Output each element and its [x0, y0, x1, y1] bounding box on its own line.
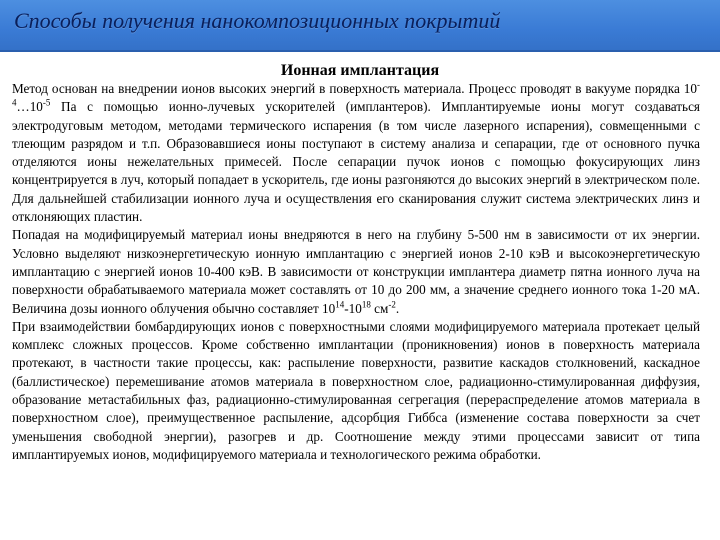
p2-text-d: .	[395, 300, 400, 316]
p2-sup-1: 14	[335, 299, 345, 310]
p2-sup-2: 18	[361, 299, 371, 310]
section-heading: Ионная имплантация	[280, 62, 440, 79]
p1-sup-2: -5	[42, 97, 51, 108]
p1-sup-1: -4	[12, 79, 700, 108]
p2-text-c: см	[370, 300, 389, 316]
p1-text-a: Метод основан на внедрении ионов высоких энергий в поверхность материала. Процесс проводят в вакууме порядка 10	[12, 81, 697, 96]
slide-title: Способы получения нанокомпозиционных покрытий	[14, 8, 501, 33]
p2-text-a: Попадая на модифицируемый материал ионы внедряются в него на глубину 5-500 нм в зависимости от их энергии. Условно выделяют низкоэнергетическую ионную имплантацию с энергией ионов 2-10 кэВ и высокоэнергетическую имплантацию с энергией ионов 10-400 кэВ. В зависимости от конструкции имплантера диаметр пятна ионного луча на поверхности обрабатываемого материала может составлять от 10 до 200 мм, а значение среднего ионного тока 1-20 мА. Величина дозы ионного облучения обычно составляет 10	[12, 227, 700, 316]
paragraph-3: При взаимодействии бомбардирующих ионов с поверхностными слоями модифицируемого материала протекает целый комплекс сложных процессов. Кроме собственно имплантации (проникновения) ионов в поверхность материала протекают, в частности такие процессы, как: распыление поверхности, развитие каскадов столкновений, каскадное (баллистическое) перемешивание атомов материала в поверхностном слое, радиационно-стимулированная диффузия, образование метастабильных фаз, радиационно-стимулированная сегрегация (перераспределение атомов материала в поверхностном слое), преимущественное распыление, адсорбция Гиббса (изменение состава поверхности за счет уменьшения свободной энергии), разогрев и др. Соотношение между этими процессами зависит от типа имплантируемых ионов, модифицируемого материала и технологического режима обработки.	[12, 318, 700, 462]
body-text	[12, 80, 700, 464]
p2-sup-3: -2	[388, 299, 396, 310]
title-bar	[0, 0, 720, 52]
p2-text-b: -10	[344, 300, 362, 316]
paragraph-1	[12, 80, 700, 226]
paragraph-2	[12, 226, 700, 317]
p1-text-b: …10	[16, 99, 43, 115]
p1-text-c: Па с помощью ионно-лучевых ускорителей (имплантеров). Имплантируемые ионы могут создаваться электродуговым методом, методами термического испарения (в том числе лазерного испарения), совмещенными с тлеющим разрядом и т.п. Образовавшиеся ионы поступают в систему анализа и сепарации, где от основного пучка отделяются ионы нежелательных примесей. После сепарации пучок ионов с помощью фокусирующих линз концентрируется в луч, который попадает в ускоритель, где ионы разгоняются до высоких энергий в электрическом поле. Для дальнейшей стабилизации ионного луча и осуществления его сканирования служит система электрических линз и отклоняющих пластин.	[12, 99, 700, 225]
